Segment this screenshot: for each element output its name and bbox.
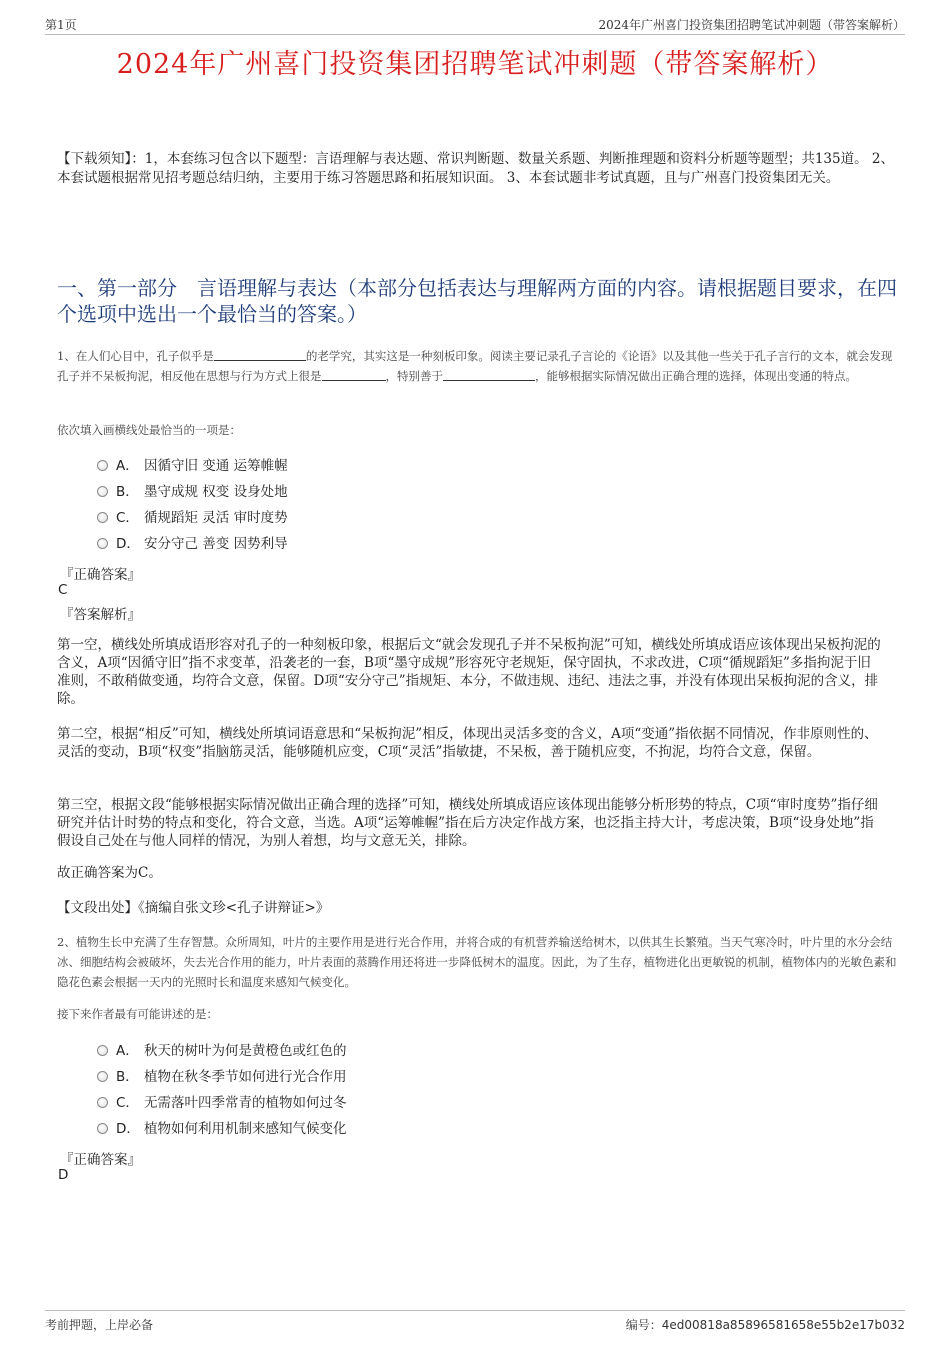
option-text: 因循守旧 变通 运筹帷幄 bbox=[144, 458, 288, 474]
option-text: 循规蹈矩 灵活 审时度势 bbox=[144, 510, 288, 526]
fill-blank-1 bbox=[214, 347, 306, 361]
question-1-option-a[interactable] bbox=[97, 456, 288, 476]
option-letter: A． bbox=[116, 458, 139, 474]
download-notice: 【下载须知】：1，本套练习包含以下题型：言语理解与表达题、常识判断题、数量关系题、判断推理题和资料分析题等题型；共135道。 2、本套试题根据常见招考题总结归纳，主要用于练习答题思路和拓展知识面。 3、本套试题非考试真题，且与广州喜门投资集团无关。 bbox=[57, 151, 894, 186]
fill-blank-3 bbox=[443, 367, 535, 381]
question-1-option-b[interactable] bbox=[97, 482, 288, 502]
question-2-text: 2、植物生长中充满了生存智慧。众所周知，叶片的主要作用是进行光合作用，并将合成的有机营养输送给树木，以供其生长繁殖。当天气寒冷时，叶片里的水分会结冰、细胞结构会被破坏，失去光合作用的能力，叶片表面的蒸腾作用还将进一步降低树木的温度。因此，为了生存，植物进化出更敏锐的机制，植物体内的光敏色素和隐花色素会根据一天内的光照时长和温度来感知气候变化。 bbox=[57, 935, 897, 989]
question-1-option-c[interactable] bbox=[97, 508, 288, 528]
footer-slogan: 考前押题，上岸必备 bbox=[45, 1318, 154, 1332]
option-letter: D． bbox=[116, 536, 140, 552]
correct-answer-label: 『正确答案』 bbox=[60, 1152, 141, 1168]
option-letter: D． bbox=[116, 1121, 140, 1137]
footer-code-value: 4ed00818a85896581658e55b2e17b032 bbox=[661, 1318, 905, 1332]
analysis-conclusion: 故正确答案为C。 bbox=[57, 865, 162, 881]
question-1-text-part: ，能够根据实际情况做出正确合理的选择，体现出变通的特点。 bbox=[535, 369, 857, 383]
question-1-prompt: 依次填入画横线处最恰当的一项是： bbox=[57, 423, 241, 437]
question-1-text bbox=[57, 346, 902, 386]
option-text: 秋天的树叶为何是黄橙色或红色的 bbox=[144, 1043, 347, 1059]
radio-button-icon[interactable] bbox=[97, 1045, 108, 1056]
page-footer bbox=[45, 1310, 905, 1333]
fill-blank-2 bbox=[322, 367, 386, 381]
option-text: 植物如何利用机制来感知气候变化 bbox=[144, 1121, 347, 1137]
radio-button-icon[interactable] bbox=[97, 486, 108, 497]
passage-source: 【文段出处】《摘编自张文珍<孔子讲辩证>》 bbox=[57, 900, 330, 916]
radio-button-icon[interactable] bbox=[97, 538, 108, 549]
question-2-option-a[interactable] bbox=[97, 1041, 347, 1061]
radio-button-icon[interactable] bbox=[97, 1123, 108, 1134]
footer-code-label: 编号： bbox=[625, 1318, 662, 1332]
page-header bbox=[45, 14, 905, 35]
question-1-text-part: 的老学究，其实这是一种刻板印象。阅读主要记录孔子言论的《论语》以及其他一些关于孔子言行的文本，就会发现孔子并不呆板拘泥，相反他在思想与行为方式上很是 bbox=[57, 349, 893, 383]
header-doc-title: 2024年广州喜门投资集团招聘笔试冲刺题（带答案解析） bbox=[598, 18, 905, 32]
radio-button-icon[interactable] bbox=[97, 460, 108, 471]
radio-button-icon[interactable] bbox=[97, 1097, 108, 1108]
option-letter: C． bbox=[116, 510, 139, 526]
radio-button-icon[interactable] bbox=[97, 512, 108, 523]
question-2-option-c[interactable] bbox=[97, 1093, 347, 1113]
document-title: 2024年广州喜门投资集团招聘笔试冲刺题（带答案解析） bbox=[116, 49, 834, 80]
analysis-label: 『答案解析』 bbox=[60, 607, 141, 623]
correct-answer-label: 『正确答案』 bbox=[60, 567, 141, 583]
analysis-paragraph-3: 第三空，根据文段“能够根据实际情况做出正确合理的选择”可知，横线处所填成语应该体现出能够分析形势的特点，C项“审时度势”指仔细研究并估计时势的特点和变化，符合文意，当选。A项“运筹帷幄”指在后方决定作战方案，也泛指主持大计，考虑决策，B项“设身处地”指假设自己处在与他人同样的情况，为别人着想，均与文意无关，排除。 bbox=[57, 797, 878, 849]
option-text: 墨守成规 权变 设身处地 bbox=[144, 484, 288, 500]
option-letter: C． bbox=[116, 1095, 139, 1111]
question-1-text-part: 1、在人们心目中，孔子似乎是 bbox=[57, 349, 214, 363]
analysis-paragraph-2: 第二空，根据“相反”可知，横线处所填词语意思和“呆板拘泥”相反，体现出灵活多变的含义，A项“变通”指依据不同情况，作非原则性的、灵活的变动，B项“权变”指脑筋灵活，能够随机应变，C项“灵活”指敏捷，不呆板，善于随机应变，不拘泥，均符合文意，保留。 bbox=[57, 726, 878, 760]
question-1-text-part: ，特别善于 bbox=[385, 369, 443, 383]
option-letter: B． bbox=[116, 484, 139, 500]
question-2-prompt: 接下来作者最有可能讲述的是： bbox=[57, 1007, 218, 1021]
analysis-paragraph-1: 第一空，横线处所填成语形容对孔子的一种刻板印象，根据后文“就会发现孔子并不呆板拘泥”可知，横线处所填成语应该体现出呆板拘泥的含义，A项“因循守旧”指不求变革，沿袭老的一套，B项“墨守成规”形容死守老规矩，保守固执，不求改进，C项“循规蹈矩”多指拘泥于旧准则，不敢稍做变通，均符合文意，保留。D项“安分守己”指规矩、本分，不做违规、违纪、违法之事，并没有体现出呆板拘泥的含义，排除。 bbox=[57, 637, 881, 707]
option-text: 无需落叶四季常青的植物如何过冬 bbox=[144, 1095, 347, 1111]
footer-code bbox=[626, 1316, 905, 1333]
correct-answer: D bbox=[58, 1167, 69, 1183]
question-2-option-d[interactable] bbox=[97, 1119, 347, 1139]
question-2-option-b[interactable] bbox=[97, 1067, 347, 1087]
option-text: 植物在秋冬季节如何进行光合作用 bbox=[144, 1069, 347, 1085]
page-number: 第1页 bbox=[45, 18, 77, 32]
section-heading: 一、第一部分 言语理解与表达（本部分包括表达与理解两方面的内容。请根据题目要求，在四个选项中选出一个最恰当的答案。） bbox=[57, 276, 897, 326]
option-letter: A． bbox=[116, 1043, 139, 1059]
radio-button-icon[interactable] bbox=[97, 1071, 108, 1082]
option-letter: B． bbox=[116, 1069, 139, 1085]
correct-answer: C bbox=[58, 582, 68, 598]
question-1-option-d[interactable] bbox=[97, 534, 288, 554]
option-text: 安分守己 善变 因势利导 bbox=[144, 536, 288, 552]
